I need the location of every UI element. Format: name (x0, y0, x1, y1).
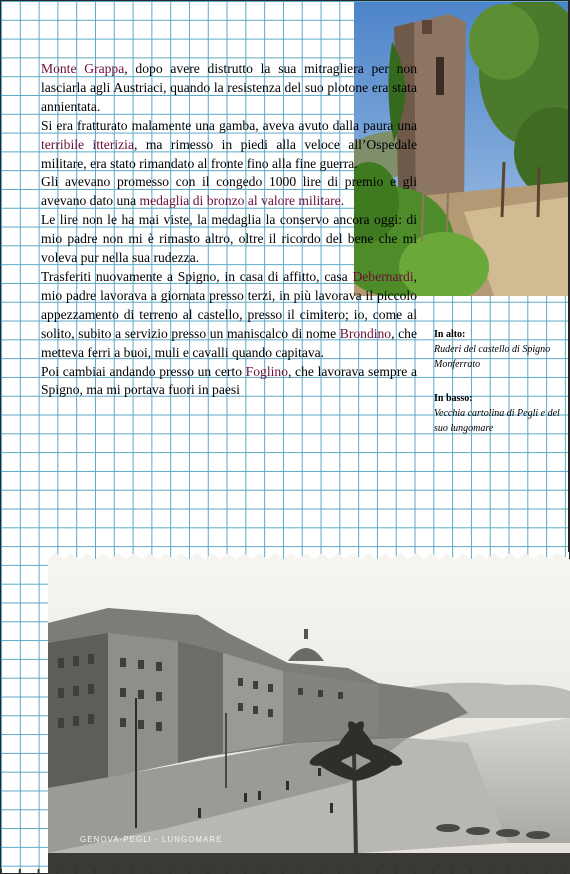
text-run: Si era fratturato malamente una gamba, aveva avuto dalla paura una (41, 117, 417, 133)
caption-top-heading: In alto: (434, 329, 466, 340)
highlighted-term: terribile itterizia (41, 136, 134, 152)
text-run: Poi cambiai andando presso un certo (41, 363, 246, 379)
paragraph (41, 173, 417, 211)
story-text (41, 60, 417, 400)
caption-top-text: Ruderi del castello di Spigno Monferrato (434, 344, 551, 370)
text-run: , che metteva ferri a buoi, muli e cavalli quando capitava. (41, 325, 417, 360)
caption-spacer (434, 372, 562, 391)
paragraph (41, 60, 417, 117)
paragraph (41, 211, 417, 268)
text-run: , che lavorava sempre a Spigno, ma mi portava fuori in paesi (41, 363, 417, 398)
paragraph (41, 268, 417, 363)
highlighted-name: Monte Grappa (41, 61, 125, 76)
text-run: Gli avevano promesso con il congedo 1000 lire di premio e gli avevano dato una (41, 174, 417, 209)
highlighted-term: medaglia di bronzo al valore militare (139, 193, 341, 209)
caption-bottom-heading: In basso: (434, 393, 473, 404)
text-run: , ma rimesso in piedi alla veloce all’Ospedale militare, era stato rimandato al fronte fino alla fine guerra. (41, 136, 418, 171)
text-run: , mio padre lavorava a giornata presso terzi, in più lavorava il piccolo appezzamento di terreno al castello, presso il cimitero; io, come al solito, subito a servizio presso un maniscalco di nome (41, 268, 417, 341)
column-rule (568, 0, 569, 552)
highlighted-name: Debernardi (352, 268, 414, 284)
bottom-tick-marks (0, 869, 570, 874)
paragraph (41, 363, 417, 401)
paragraph (41, 117, 417, 174)
text-run: Trasferiti nuovamente a Spigno, in casa di affitto, casa (41, 268, 353, 284)
highlighted-name: Foglino (245, 363, 288, 379)
photo-captions (434, 327, 562, 436)
caption-bottom-text: Vecchia cartolina di Pegli e del suo lungomare (434, 408, 560, 434)
text-run: . (340, 193, 345, 209)
highlighted-name: Brondino (339, 325, 392, 341)
text-run: , dopo avere distrutto la sua mitragliera per non lasciarla agli Austriaci, quando la resistenza del suo plotone era stata annientata. (41, 61, 417, 114)
vintage-postcard (48, 553, 570, 874)
postcard-caption: GENOVA-PEGLI - LUNGOMARE (80, 835, 223, 844)
text-run: Le lire non le ha mai viste, la medaglia la conservo ancora oggi: di mio padre non mi è rimasto altro, oltre il ricordo del bene che mi voleva pur nella sua rudezza. (41, 212, 417, 266)
